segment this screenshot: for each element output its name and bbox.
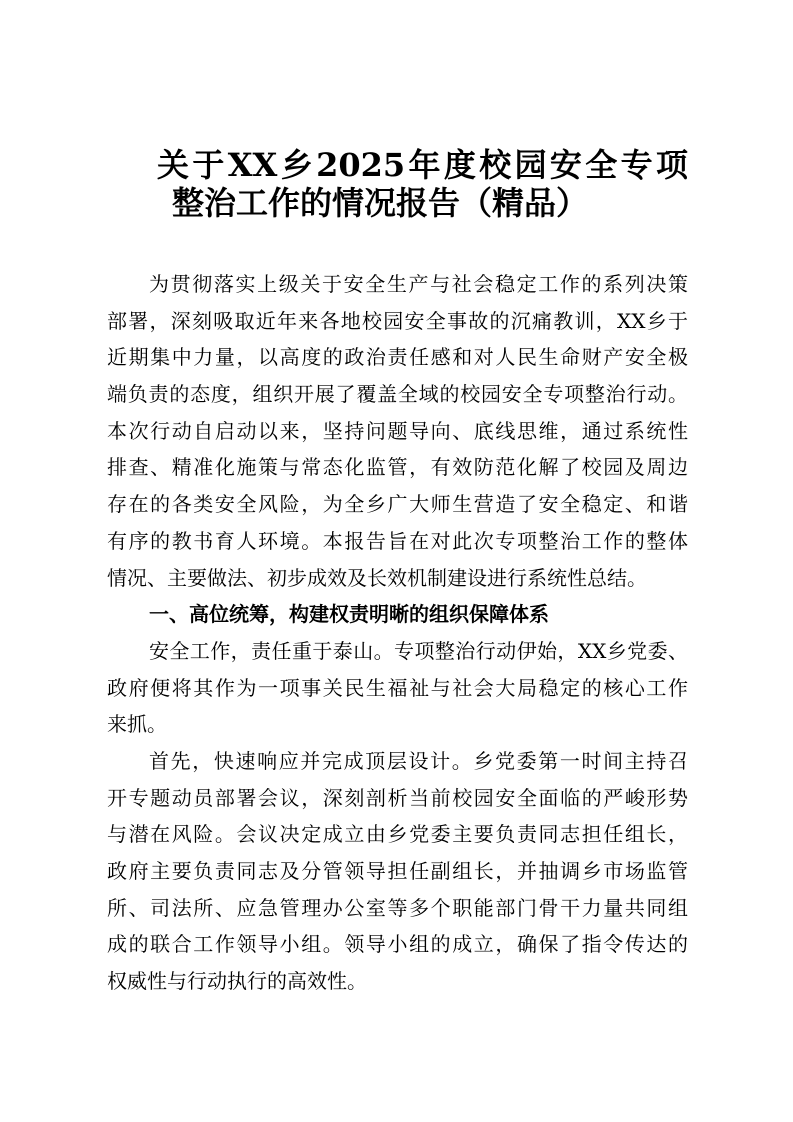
text-line: 一、高位统筹，构建权责明晰的组织保障体系 [149,602,549,627]
text-line: 政府便将其作为一项事关民生福祉与社会大局稳定的核心工作 [107,675,688,700]
text-line: 情况、主要做法、初步成效及长效机制建设进行系统性总结。 [107,565,647,590]
text-line: 为贯彻落实上级关于安全生产与社会稳定工作的系列决策 [149,272,688,296]
title-line-2: 整治工作的情况报告（精品） [172,184,589,222]
text-line: 端负责的态度，组织开展了覆盖全域的校园安全专项整治行动。 [107,382,688,407]
text-line: 安全工作，责任重于泰山。专项整治行动伊始，XX乡党委、 [149,638,688,663]
text-line: 首先，快速响应并完成顶层设计。乡党委第一时间主持召 [149,748,688,773]
text-line: 开专题动员部署会议，深刻剖析当前校园安全面临的严峻形势 [107,785,688,810]
text-line: 权威性与行动执行的高效性。 [107,969,367,994]
text-line: 来抓。 [107,712,167,737]
text-line: 与潜在风险。会议决定成立由乡党委主要负责同志担任组长， [107,822,688,847]
section-heading [107,596,688,633]
text-line: 政府主要负责同志及分管领导担任副组长，并抽调乡市场监管 [107,859,688,883]
document-body [107,266,688,1000]
text-line: 近期集中力量，以高度的政治责任感和对人民生命财产安全极 [107,345,688,370]
text-line: 排查、精准化施策与常态化监管，有效防范化解了校园及周边 [107,455,688,480]
text-line: 所、司法所、应急管理办公室等多个职能部门骨干力量共同组 [107,895,688,920]
title-line-1: 关于XX乡2025年度校园安全专项 [157,146,688,184]
text-line: 存在的各类安全风险，为全乡广大师生营造了安全稳定、和谐 [107,492,688,517]
text-line: 有序的教书育人环境。本报告旨在对此次专项整治工作的整体 [107,528,688,553]
paragraph [107,266,688,596]
text-line: 成的联合工作领导小组。领导小组的成立，确保了指令传达的 [107,932,688,957]
text-line: 本次行动自启动以来，坚持问题导向、底线思维，通过系统性 [107,418,688,443]
paragraph [107,633,688,743]
paragraph [107,743,688,1000]
text-line: 部署，深刻吸取近年来各地校园安全事故的沉痛教训，XX乡于 [107,308,688,333]
